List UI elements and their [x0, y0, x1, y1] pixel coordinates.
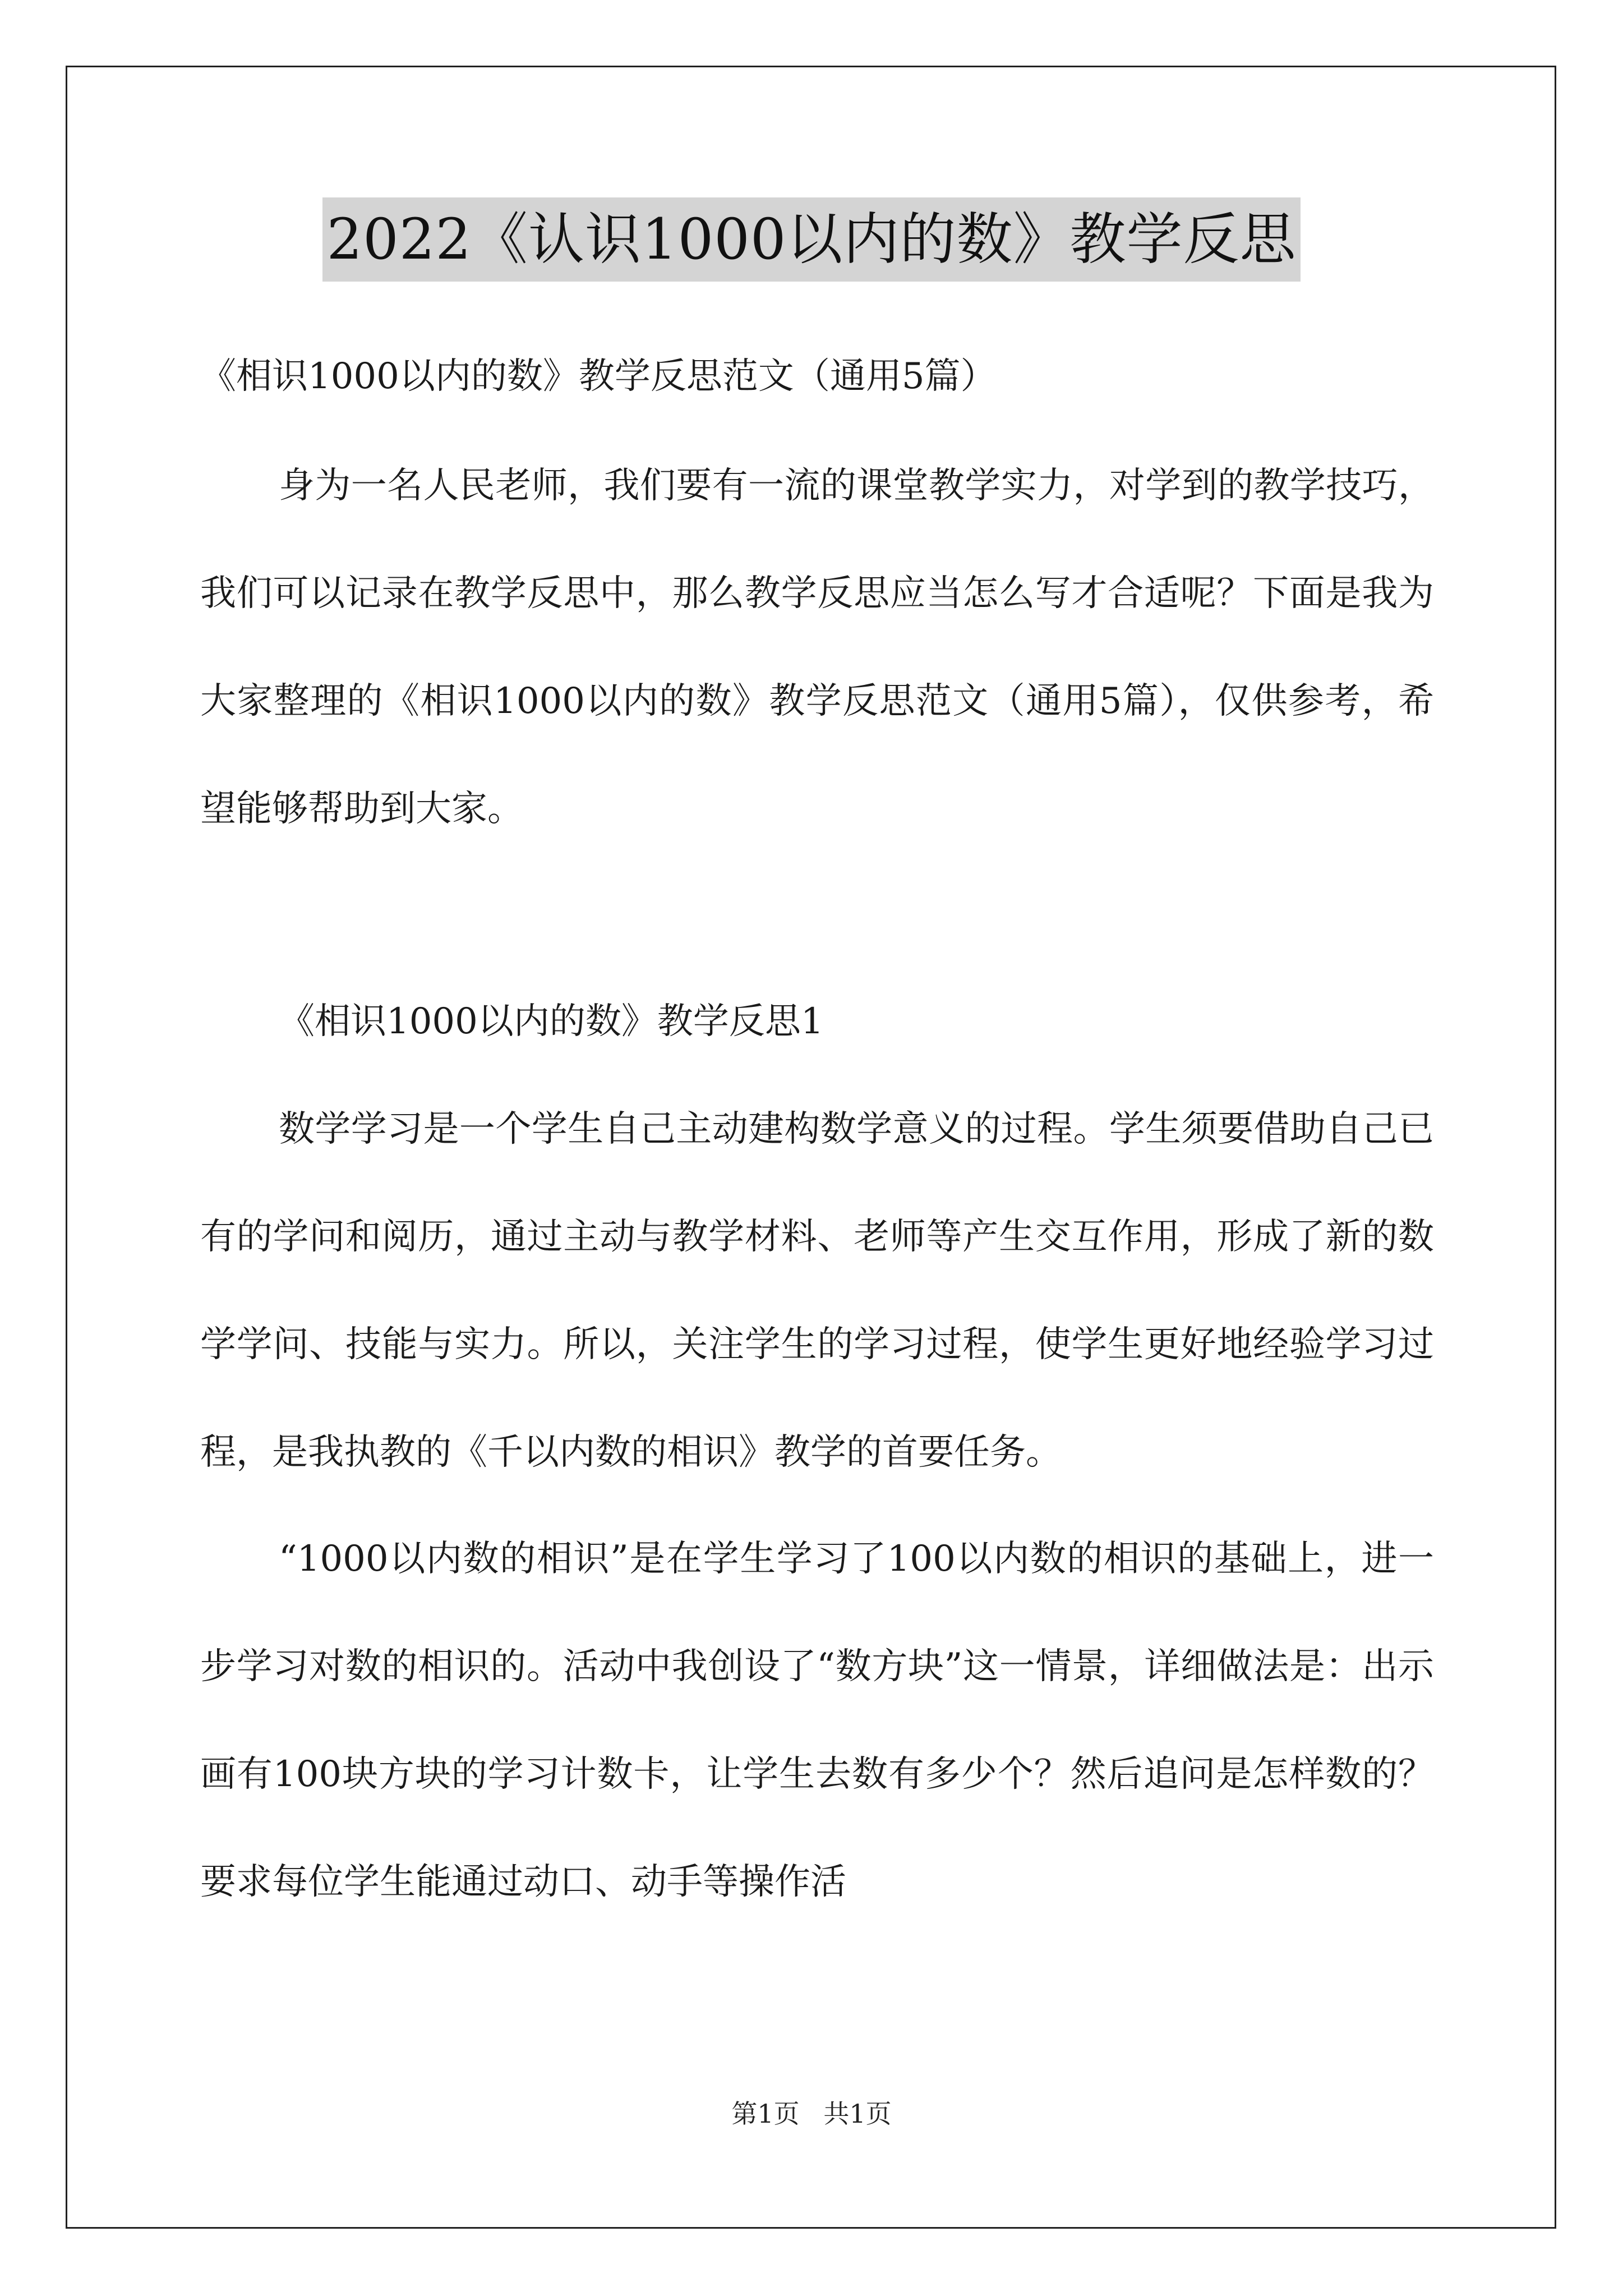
body-paragraph: “1000以内数的相识”是在学生学习了100以内数的相识的基础上，进一步学习对数的相识的。活动中我创设了“数方块”这一情景，详细做法是：出示画有100块方块的学习计数卡，让学生去数有多少个？然后追问是怎样数的？要求每位学生能通过动口、动手等操作活	[200, 1538, 1434, 1903]
page-footer	[0, 2097, 1623, 2131]
body-paragraph: 数学学习是一个学生自己主动建构数学意义的过程。学生须要借助自己已有的学问和阅历，通过主动与教学材料、老师等产生交互作用，形成了新的数学学问、技能与实力。所以，关注学生的学习过程，使学生更好地经验学习过程，是我执教的《千以内数的相识》教学的首要任务。	[200, 1108, 1434, 1473]
page-number: 第1页	[731, 2099, 800, 2129]
intro-paragraph: 身为一名人民老师，我们要有一流的课堂教学实力，对学到的教学技巧，我们可以记录在教学反思中，那么教学反思应当怎么写才合适呢？下面是我为大家整理的《相识1000以内的数》教学反思范文（通用5篇），仅供参考，希望能够帮助到大家。	[200, 465, 1434, 830]
document-subtitle: 《相识1000以内的数》教学反思范文（通用5篇）	[200, 356, 997, 397]
document-title: 2022《认识1000以内的数》教学反思	[322, 197, 1301, 282]
title-container	[0, 197, 1623, 282]
section-heading: 《相识1000以内的数》教学反思1	[279, 1001, 824, 1042]
page-total: 共1页	[823, 2099, 892, 2129]
